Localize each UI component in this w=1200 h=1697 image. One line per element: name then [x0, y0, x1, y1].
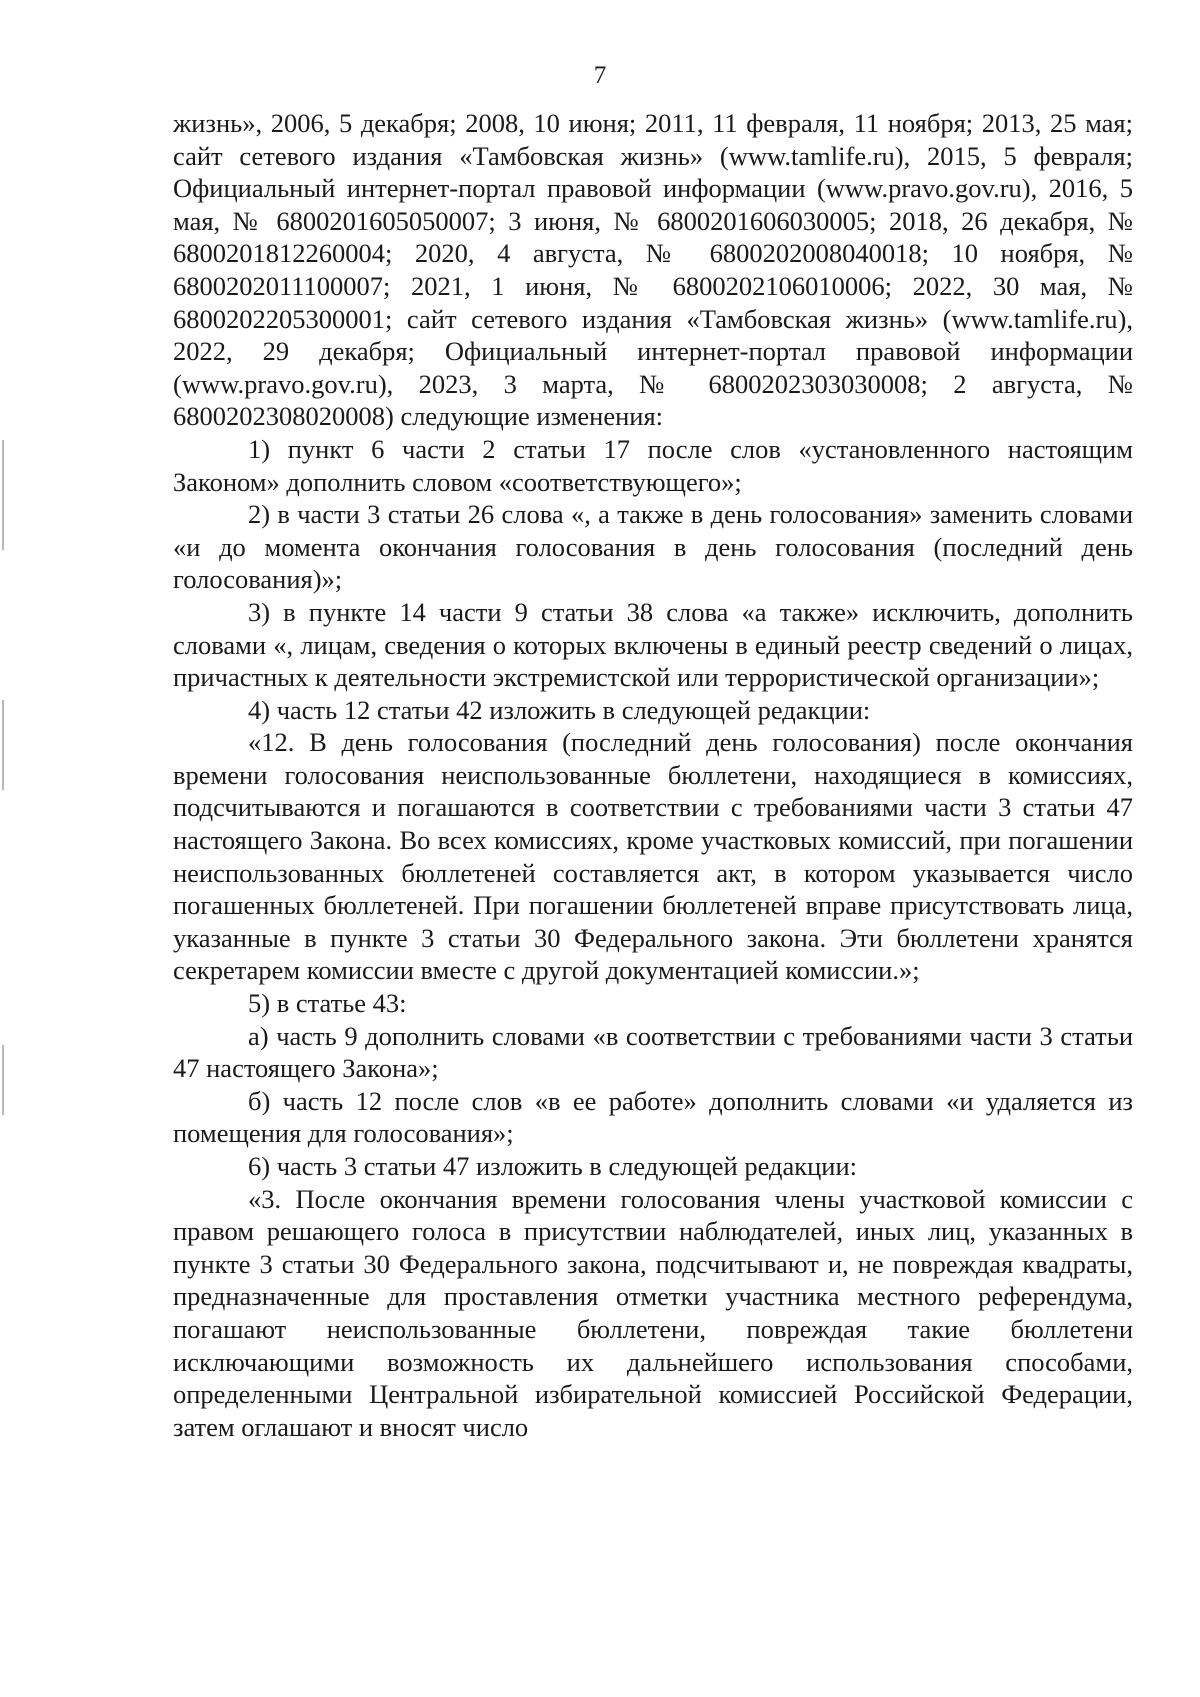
amendment-item-1: 1) пункт 6 части 2 статьи 17 после слов «установленного настоящим Законом» дополнить словом «соответствующего»; — [173, 433, 1133, 497]
quoted-clause-12: «12. В день голосования (последний день голосования) после окончания времени голосования неиспользованные бюллетени, находящиеся в комиссиях, подсчитываются и погашаются в соответствии с требованиями части 3 статьи 47 настоящего Закона. Во всех комиссиях, кроме участковых комиссий, при погашении неиспользованных бюллетеней составляется акт, в котором указывается число погашенных бюллетеней. При погашении бюллетеней вправе присутствовать лица, указанные в пункте 3 статьи 30 Федерального закона. Эти бюллетени хранятся секретарем комиссии вместе с другой документацией комиссии.»; — [173, 727, 1133, 986]
document-body — [173, 107, 1133, 1443]
amendment-item-5: 5) в статье 43: — [248, 988, 407, 1019]
paragraph-continuation: жизнь», 2006, 5 декабря; 2008, 10 июня; 2011, 11 февраля, 11 ноября; 2013, 25 мая; сайт сетевого издания «Тамбовская жизнь» (www.tamlife.ru), 2015, 5 февраля; Официальный интернет-портал правовой информации (www.pravo.gov.ru), 2016, 5 мая, № 6800201605050007; 3 июня, № 6800201606030005; 2018, 26 декабря, № 6800201812260004; 2020, 4 августа, № 6800202008040018; 10 ноября, № 6800202011100007; 2021, 1 июня, № 6800202106010006; 2022, 30 мая, № 6800202205300001; сайт сетевого издания «Тамбовская жизнь» (www.tamlife.ru), 2022, 29 декабря; Официальный интернет-портал правовой информации (www.pravo.gov.ru), 2023, 3 марта, № 6800202303030008; 2 августа, № 6800202308020008) следующие изменения: — [173, 108, 1133, 432]
amendment-item-5a: а) часть 9 дополнить словами «в соответствии с требованиями части 3 статьи 47 настоящего Закона»; — [173, 1020, 1133, 1084]
amendment-item-3: 3) в пункте 14 части 9 статьи 38 слова «а также» исключить, дополнить словами «, лицам, сведения о которых включены в единый реестр сведений о лицах, причастных к деятельности экстремистской или террористической организации»; — [173, 596, 1133, 693]
scan-artifact — [2, 1045, 4, 1115]
page-number: 7 — [593, 62, 607, 89]
scan-artifact — [2, 700, 4, 790]
amendment-item-4: 4) часть 12 статьи 42 изложить в следующей редакции: — [248, 694, 871, 725]
quoted-clause-3: «3. После окончания времени голосования члены участковой комиссии с правом решающего голоса в присутствии наблюдателей, иных лиц, указанных в пункте 3 статьи 30 Федерального закона, подсчитывают и, не повреждая квадраты, предназначенные для проставления отметки участника местного референдума, погашают неиспользованные бюллетени, повреждая такие бюллетени исключающими возможность их дальнейшего использования способами, определенными Центральной избирательной комиссией Российской Федерации, затем оглашают и вносят число — [173, 1183, 1133, 1442]
amendment-item-2: 2) в части 3 статьи 26 слова «, а также в день голосования» заменить словами «и до момента окончания голосования в день голосования (последний день голосования)»; — [173, 499, 1133, 595]
amendment-item-5b: б) часть 12 после слов «в ее работе» дополнить словами «и удаляется из помещения для голосования»; — [173, 1085, 1133, 1149]
scan-artifact — [2, 440, 4, 550]
amendment-item-6: 6) часть 3 статьи 47 изложить в следующей редакции: — [248, 1151, 858, 1181]
